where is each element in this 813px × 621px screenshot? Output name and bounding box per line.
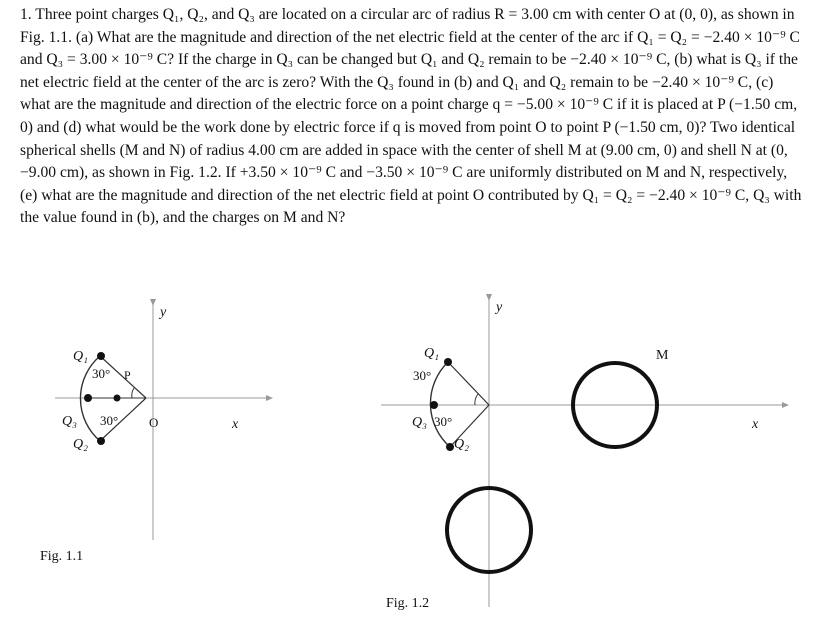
fig1-caption: Fig. 1.1	[40, 549, 84, 564]
fig1-angle-bottom: 30°	[100, 413, 119, 428]
fig1-q2-label: Q₂	[73, 437, 88, 452]
fig2-angle-arc	[475, 394, 478, 405]
fig1-charge-q1	[97, 352, 105, 360]
fig1-origin-label: O	[149, 415, 159, 430]
figure-1-1	[40, 305, 272, 564]
fig1-angle-arc	[132, 388, 134, 398]
fig1-point-p	[114, 395, 121, 402]
fig2-radius-top	[448, 362, 489, 405]
fig1-x-label: x	[232, 417, 239, 432]
fig1-q3-label: Q₃	[62, 414, 77, 429]
shell-m-label: M	[656, 348, 669, 363]
fig2-q1-label: Q₁	[424, 346, 439, 361]
fig2-x-label: x	[752, 417, 759, 432]
fig1-charge-q2	[97, 437, 105, 445]
fig2-caption: Fig. 1.2	[386, 596, 430, 611]
fig2-q2-label: Q₂	[454, 437, 469, 452]
fig2-angle-bottom: 30°	[434, 414, 453, 429]
fig2-charge-q1	[444, 358, 452, 366]
fig1-y-label: y	[160, 305, 167, 320]
problem-text: 1. Three point charges Q₁, Q₂, and Q₃ are located on a circular arc of radius R = 3.00 cm with center O at (0, 0), as shown in Fig. 1.1. (a) What are the magnitude and direction of the net electric field at the center of the arc if Q₁ = Q₂ = −2.40 × 10⁻⁹ C and Q₃ = 3.00 × 10⁻⁹ C? If the charge in Q₃ can be changed but Q₁ and Q₂ remain to be −2.40 × 10⁻⁹ C, (b) what is Q₃ if the net electric field at the center of the arc is zero? With the Q₃ found in (b) and Q₁ and Q₂ remain to be −2.40 × 10⁻⁹ C, (c) what are the magnitude and direction of the electric force on a point charge q = −5.00 × 10⁻⁹ C if it is placed at P (−1.50 cm, 0) and (d) what would be the work done by electric force if q is moved from point O to point P (−1.50 cm, 0)? Two identical spherical shells (M and N) of radius 4.00 cm are added in space with the center of shell M at (9.00 cm, 0) and shell N at (0, −9.00 cm), as shown in Fig. 1.2. If +3.50 × 10⁻⁹ C and −3.50 × 10⁻⁹ C are uniformly distributed on M and N, respectively, (e) what are the magnitude and direction of the net electric field at point O contributed by Q₁ = Q₂ = −2.40 × 10⁻⁹ C, Q₃ with the value found in (b), and the charges on M and N?	[20, 6, 802, 227]
fig1-charge-q3	[84, 394, 92, 402]
fig2-charge-q2	[446, 443, 454, 451]
fig2-charge-q3	[430, 401, 438, 409]
fig2-angle-top: 30°	[413, 368, 432, 383]
fig2-y-label: y	[496, 300, 503, 315]
fig1-point-p-label: P	[124, 368, 131, 382]
fig1-q1-label: Q₁	[73, 349, 88, 364]
figure-1-2	[381, 300, 788, 611]
fig2-q3-label: Q₃	[412, 415, 427, 430]
fig1-angle-top: 30°	[92, 366, 111, 381]
